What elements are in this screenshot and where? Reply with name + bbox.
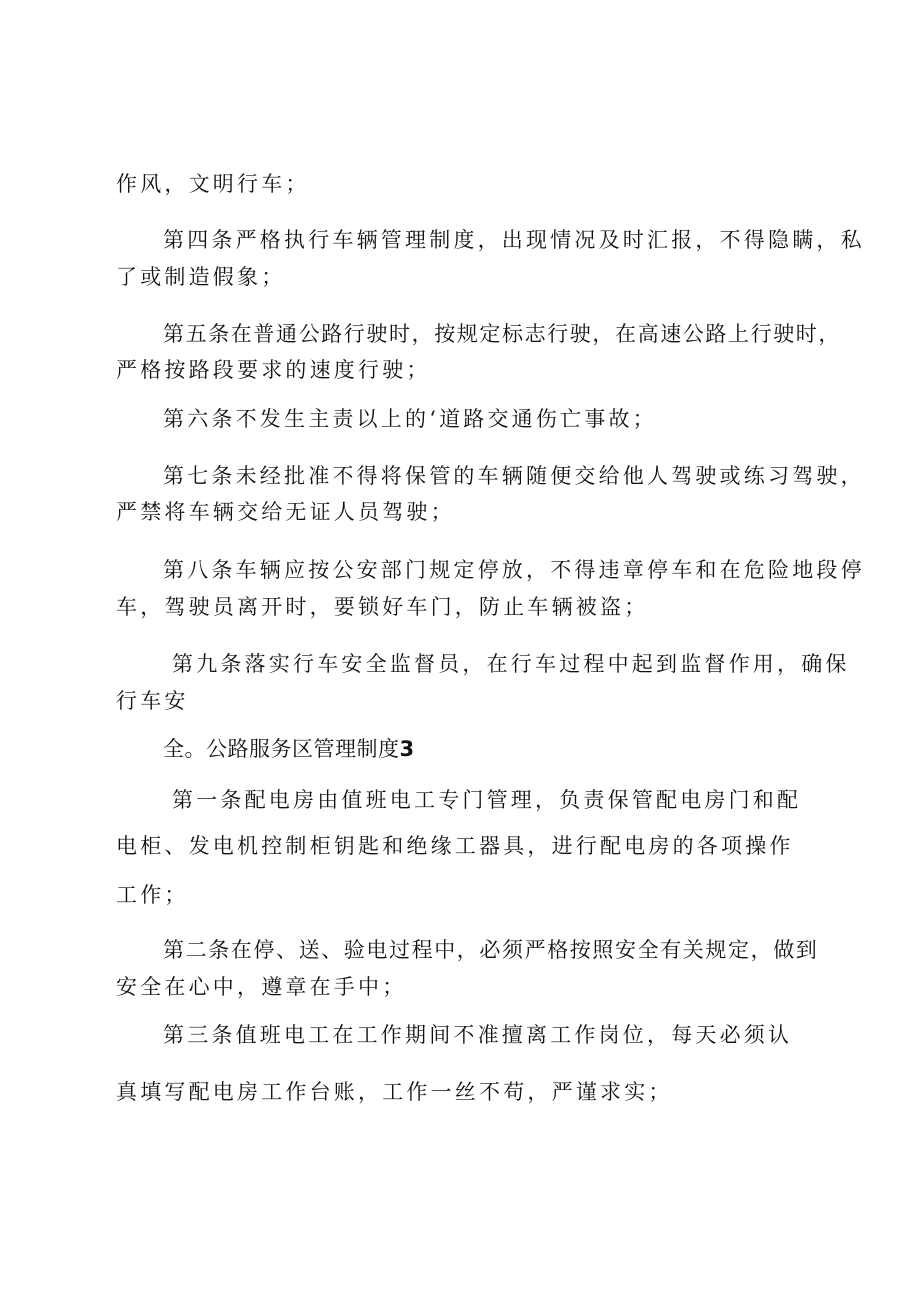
text-line: 作风，文明行车； [116, 172, 310, 196]
text-line: 第六条不发生主责以上的‘道路交通伤亡事故； [163, 407, 657, 431]
text-line: 了或制造假象； [116, 265, 286, 289]
text-line: 第一条配电房由值班电工专门管理，负责保管配电房门和配 [172, 788, 802, 812]
text-line: 电柜、发电机控制柜钥匙和绝缘工器具，进行配电房的各项操作 [116, 834, 794, 858]
text-line: 工作； [116, 883, 189, 907]
text-line: 第三条值班电工在工作期间不准擅离工作岗位，每天必须认 [163, 1023, 793, 1047]
section-heading-text: 全。公路服务区管理制度 [163, 737, 400, 761]
text-line: 严格按路段要求的速度行驶； [116, 358, 431, 382]
text-line: 严禁将车辆交给无证人员驾驶； [116, 500, 455, 524]
text-line: 第四条严格执行车辆管理制度，出现情况及时汇报，不得隐瞒，私 [163, 228, 865, 252]
text-line: 安全在心中，遵章在手中； [116, 975, 407, 999]
text-line: 第二条在停、送、验电过程中，必须严格按照安全有关规定，做到 [163, 938, 819, 962]
section-heading-number: 3 [399, 737, 415, 761]
text-line: 行车安 [116, 689, 189, 713]
text-line: 第五条在普通公路行驶时，按规定标志行驶，在高速公路上行驶时， [163, 322, 841, 346]
section-heading [163, 735, 415, 763]
text-line: 车，驾驶员离开时，要锁好车门，防止车辆被盗； [116, 595, 649, 619]
text-line: 第八条车辆应按公安部门规定停放，不得违章停车和在危险地段停 [163, 558, 865, 582]
text-line: 第九条落实行车安全监督员，在行车过程中起到监督作用，确保 [172, 652, 850, 676]
text-line: 第七条未经批准不得将保管的车辆随便交给他人驾驶或练习驾驶， [163, 464, 865, 488]
text-line: 真填写配电房工作台账，工作一丝不苟，严谨求实； [116, 1080, 673, 1104]
